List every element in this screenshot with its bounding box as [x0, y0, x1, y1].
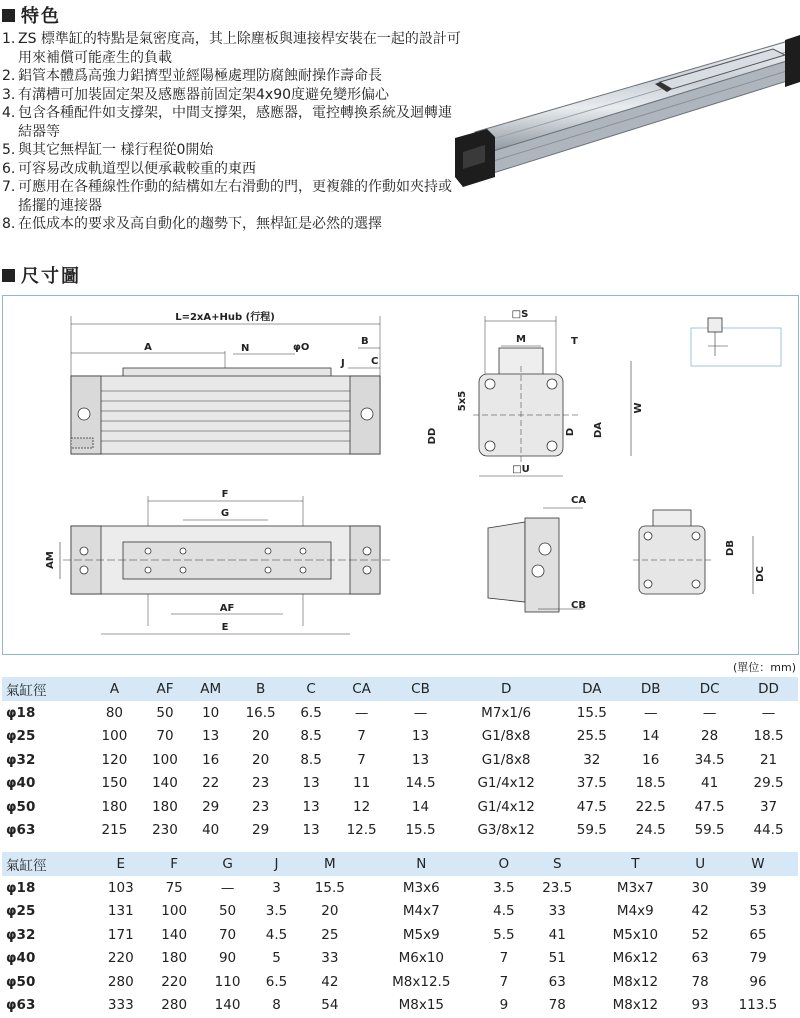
table-cell: —	[413, 704, 428, 721]
table-cell: 9	[499, 997, 509, 1014]
table-cell: 15.5	[576, 704, 607, 721]
bore-size-cell: φ50	[6, 973, 36, 990]
table-cell: 63	[548, 973, 566, 990]
table-cell: 25.5	[576, 728, 607, 745]
table-cell: 6.5	[265, 973, 288, 990]
table-cell: 41	[701, 775, 719, 792]
table-cell: 14.5	[405, 775, 436, 792]
table-cell: 333	[107, 997, 134, 1014]
table-cell: 13	[302, 775, 320, 792]
table-cell: G1/8x8	[481, 751, 531, 768]
table-cell: G1/4x12	[477, 798, 535, 815]
dim-t-label: T	[571, 336, 578, 347]
table-cell: 230	[152, 822, 178, 839]
column-header: N	[361, 852, 482, 876]
table-cell: 18.5	[635, 775, 666, 792]
feature-number: 5.	[2, 142, 16, 158]
column-header: DB	[621, 677, 680, 701]
table-cell: 13	[411, 728, 430, 745]
feature-item	[2, 215, 462, 234]
table-cell: M8x12	[612, 973, 659, 990]
table-cell: 90	[218, 950, 237, 967]
table-cell: 14	[642, 728, 660, 745]
table-cell: 8.5	[300, 728, 322, 745]
table-cell: —	[354, 704, 369, 721]
feature-number: 6.	[2, 160, 16, 177]
dim-ca-label: CA	[571, 495, 587, 506]
feature-item	[2, 104, 462, 141]
square-bullet-icon	[2, 269, 15, 282]
column-header: F	[148, 852, 201, 876]
table-cell: 140	[152, 775, 178, 792]
column-header: M	[299, 852, 361, 876]
table-cell: G1/4x12	[477, 775, 535, 792]
feature-item	[2, 141, 462, 160]
table-header-row	[2, 677, 798, 701]
dim-e-label: E	[221, 622, 229, 633]
table-row	[2, 701, 798, 725]
dim-j-label: J	[341, 358, 345, 369]
dim-am-label: AM	[45, 551, 56, 569]
feature-text: 有溝槽可加裝固定架及感應器前固定架4x90度避免變形偏心	[18, 86, 390, 103]
table-cell: 39	[749, 879, 767, 896]
table-row	[2, 795, 798, 819]
table-cell: 140	[214, 997, 241, 1014]
table-cell: 59.5	[576, 822, 607, 839]
unit-note: (單位：mm)	[732, 661, 796, 674]
column-header: J	[254, 852, 298, 876]
feature-item	[2, 86, 462, 105]
table-cell: 21	[759, 751, 778, 768]
table-cell: M4x7	[402, 903, 440, 920]
table-cell: 79	[749, 950, 767, 967]
table-cell: 7	[357, 728, 366, 745]
feature-item	[2, 160, 462, 179]
table-cell: 37.5	[576, 775, 607, 792]
table-cell: 70	[218, 926, 237, 943]
bore-size-cell: φ18	[6, 879, 36, 896]
dim-d-label: D	[565, 427, 576, 437]
table-cell: 5.5	[493, 926, 515, 943]
table-cell: 53	[749, 903, 767, 920]
table-cell: 4.5	[493, 903, 515, 920]
table-cell: 100	[152, 751, 178, 768]
column-header: C	[290, 677, 332, 701]
table-cell: 63	[691, 950, 709, 967]
dim-s-label: □S	[511, 309, 529, 320]
table-cell: 22.5	[635, 798, 666, 815]
table-cell: 8.5	[300, 751, 322, 768]
column-header: E	[94, 852, 147, 876]
table-cell: 4.5	[265, 926, 288, 943]
bore-size-cell: φ50	[6, 798, 36, 815]
dim-u-label: □U	[512, 464, 530, 475]
table-cell: 13	[302, 822, 320, 839]
dim-a-label: A	[144, 342, 152, 353]
table-cell: 25	[321, 926, 339, 943]
table-cell: 24.5	[635, 822, 666, 839]
column-header: CA	[332, 677, 391, 701]
table-cell: 140	[161, 926, 188, 943]
column-header: AM	[190, 677, 231, 701]
table-cell: 37	[759, 798, 778, 815]
table-cell: 280	[161, 997, 188, 1014]
column-header: DA	[562, 677, 621, 701]
sensor-detail	[691, 318, 781, 366]
table-cell: 34.5	[694, 751, 725, 768]
table-cell: 5	[272, 950, 281, 967]
table-cell: 120	[101, 751, 128, 768]
table-cell: 6.5	[300, 704, 322, 721]
table-cell: 33	[321, 950, 339, 967]
table-cell: 51	[548, 950, 566, 967]
bore-size-cell: φ32	[6, 751, 36, 768]
table-cell: 20	[252, 751, 270, 768]
table-cell: 215	[101, 822, 128, 839]
table-cell: 59.5	[694, 822, 725, 839]
dim-db-label: DB	[725, 540, 736, 556]
table-cell: 7	[499, 950, 509, 967]
table-cell: 131	[107, 903, 134, 920]
table-cell: 11	[353, 775, 371, 792]
table-cell: 50	[218, 903, 237, 920]
table-cell: 22	[202, 775, 220, 792]
table-cell: 42	[691, 903, 709, 920]
table-cell: 180	[101, 798, 128, 815]
table-cell: 50	[156, 704, 174, 721]
table-cell: 280	[107, 973, 134, 990]
bore-size-cell: φ63	[6, 822, 36, 839]
dim-f-label: F	[221, 489, 229, 500]
table-cell: 7	[499, 973, 509, 990]
column-header: AF	[140, 677, 191, 701]
top-view	[45, 489, 393, 634]
dim-dd-label: DD	[427, 427, 438, 445]
table-header-row	[2, 852, 798, 876]
table-cell: M3x7	[616, 879, 654, 896]
feature-item	[2, 30, 462, 67]
end-detail	[633, 510, 766, 594]
square-bullet-icon	[2, 9, 15, 22]
table-cell: 20	[252, 728, 270, 745]
table-cell: 7	[357, 751, 366, 768]
feature-number: 2.	[2, 68, 16, 84]
table-cell: G1/8x8	[481, 728, 531, 745]
side-detail	[488, 495, 586, 612]
table-cell: M6x12	[612, 950, 659, 967]
dim-stroke-label: L=2xA+Hub (行程)	[175, 312, 275, 323]
dimension-drawing-frame	[2, 295, 799, 655]
table-cell: 103	[107, 879, 134, 896]
dim-da-label: DA	[593, 421, 604, 439]
table-cell: 100	[101, 728, 128, 745]
table-cell: 41	[548, 926, 566, 943]
table-cell: 100	[161, 903, 188, 920]
dimensions-title: 尺寸圖	[2, 262, 81, 288]
dim-dc-label: DC	[755, 566, 766, 582]
bore-size-cell: φ63	[6, 997, 36, 1014]
table-cell: 47.5	[694, 798, 725, 815]
table-cell: M6x10	[398, 950, 444, 967]
table-cell: 180	[152, 798, 178, 815]
column-header: S	[526, 852, 588, 876]
dim-m-label: M	[516, 334, 526, 345]
table-cell: 13	[202, 728, 220, 745]
feature-text: 鋁管本體爲高強力鋁擠型並經陽極處理防腐蝕耐操作壽命長	[18, 68, 382, 84]
table-row	[2, 994, 798, 1018]
feature-text: 包含各種配件如支撐架，中間支撐架，感應器，電控轉換系統及迴轉連結器等	[18, 105, 452, 140]
table-cell: 23.5	[542, 879, 573, 896]
dim-5x5-label: 5x5	[457, 390, 468, 412]
dim-c-label: C	[371, 356, 379, 367]
table-cell: 75	[165, 879, 183, 896]
table-cell: 29.5	[753, 775, 784, 792]
bore-size-cell: φ32	[6, 926, 36, 943]
dimension-drawing	[3, 296, 798, 654]
column-header: 氣缸徑	[2, 852, 94, 876]
features-title: 特色	[2, 2, 61, 28]
table-cell: 30	[691, 879, 709, 896]
table-cell: 93	[691, 997, 709, 1014]
table-cell: 29	[252, 822, 270, 839]
table-row	[2, 947, 798, 971]
table-cell: 16	[642, 751, 660, 768]
column-header: D	[450, 677, 562, 701]
dim-cb-label: CB	[571, 600, 586, 611]
table-cell: 40	[202, 822, 220, 839]
table-cell: —	[702, 704, 717, 721]
front-view	[71, 310, 380, 454]
table-row	[2, 772, 798, 796]
table-cell: M3x6	[402, 879, 440, 896]
table-cell: 12	[353, 798, 371, 815]
table-cell: 16	[202, 751, 220, 768]
table-cell: 15.5	[405, 822, 436, 839]
table-row	[2, 819, 798, 843]
feature-number: 8.	[2, 216, 16, 232]
table-row	[2, 876, 798, 900]
table-cell: 52	[691, 926, 709, 943]
table-cell: —	[761, 704, 776, 721]
column-header: CB	[391, 677, 450, 701]
features-list	[2, 30, 462, 234]
table-cell: 70	[156, 728, 174, 745]
feature-item	[2, 67, 462, 86]
table-cell: —	[220, 879, 235, 896]
table-cell: G3/8x12	[477, 822, 535, 839]
feature-text: ZS 標準缸的特點是氣密度高，其上除塵板與連接桿安裝在一起的設計可用來補償可能產生的負載	[18, 31, 461, 66]
table-cell: M5x10	[612, 926, 659, 943]
end-view	[427, 309, 644, 476]
feature-text: 在低成本的要求及高自動化的趨勢下，無桿缸是必然的選擇	[18, 216, 382, 232]
dim-n-label: N	[241, 343, 250, 354]
column-header: A	[89, 677, 140, 701]
dim-phio-label: φO	[293, 342, 310, 353]
table-cell: 54	[321, 997, 339, 1014]
column-header: DD	[739, 677, 798, 701]
table-row	[2, 748, 798, 772]
table-cell: 80	[105, 704, 124, 721]
table-cell: M4x9	[616, 903, 654, 920]
table-row	[2, 923, 798, 947]
table-cell: 15.5	[314, 879, 345, 896]
feature-text: 與其它無桿缸一 樣行程從0開始	[18, 142, 214, 158]
dim-b-label: B	[361, 336, 369, 347]
dimension-table-1	[2, 677, 798, 842]
table-cell: M8x12	[612, 997, 659, 1014]
column-header: O	[482, 852, 526, 876]
column-header: B	[231, 677, 290, 701]
table-cell: 180	[161, 950, 188, 967]
table-cell: 220	[161, 973, 188, 990]
table-cell: 33	[548, 903, 566, 920]
column-header: W	[718, 852, 798, 876]
table-cell: 12.5	[346, 822, 377, 839]
table-cell: 18.5	[753, 728, 784, 745]
table-cell: 13	[302, 798, 320, 815]
table-cell: 14	[411, 798, 430, 815]
table-cell: 113.5	[738, 997, 778, 1014]
feature-number: 7.	[2, 179, 16, 195]
dim-af-label: AF	[219, 603, 235, 614]
bore-size-cell: φ25	[6, 903, 36, 920]
table-cell: 110	[214, 973, 241, 990]
bore-size-cell: φ40	[6, 775, 36, 792]
table-cell: 23	[252, 798, 270, 815]
table-cell: 16.5	[245, 704, 276, 721]
feature-text: 可應用在各種線性作動的結構如左右滑動的門，更複雜的作動如夾持或搖擺的連接器	[18, 179, 452, 214]
table-cell: 78	[691, 973, 709, 990]
table-cell: 44.5	[753, 822, 784, 839]
table-cell: 220	[107, 950, 134, 967]
table-row	[2, 725, 798, 749]
bore-size-cell: φ40	[6, 950, 36, 967]
table-cell: —	[643, 704, 658, 721]
dimension-table-2	[2, 852, 798, 1017]
table-cell: 65	[749, 926, 767, 943]
table-cell: 3.5	[493, 879, 515, 896]
column-header: T	[588, 852, 682, 876]
table-cell: 29	[202, 798, 220, 815]
feature-item	[2, 178, 462, 215]
table-cell: M8x15	[398, 997, 444, 1014]
column-header: 氣缸徑	[2, 677, 89, 701]
rodless-cylinder-illustration	[455, 2, 800, 207]
table-cell: 150	[101, 775, 128, 792]
table-cell: 3	[272, 879, 281, 896]
table-row	[2, 900, 798, 924]
column-header: G	[201, 852, 254, 876]
dim-w-label: W	[633, 402, 644, 414]
table-cell: 10	[202, 704, 220, 721]
table-cell: 47.5	[576, 798, 607, 815]
table-cell: 28	[701, 728, 719, 745]
feature-text: 可容易改成軌道型以便承載較重的東西	[18, 160, 256, 177]
column-header: U	[682, 852, 718, 876]
table-cell: 78	[548, 997, 566, 1014]
table-cell: 23	[252, 775, 270, 792]
table-cell: 3.5	[265, 903, 288, 920]
table-cell: 20	[321, 903, 339, 920]
table-cell: 171	[107, 926, 134, 943]
bore-size-cell: φ25	[6, 728, 36, 745]
column-header: DC	[680, 677, 739, 701]
table-cell: 13	[411, 751, 430, 768]
table-cell: 8	[272, 997, 281, 1014]
dim-g-label: G	[220, 508, 230, 519]
feature-number: 4.	[2, 105, 16, 121]
table-cell: 96	[749, 973, 767, 990]
table-row	[2, 970, 798, 994]
table-cell: 32	[583, 751, 601, 768]
table-cell: 42	[321, 973, 339, 990]
feature-number: 1.	[2, 31, 16, 47]
table-cell: M7x1/6	[481, 704, 532, 721]
table-cell: M5x9	[402, 926, 440, 943]
feature-number: 3.	[2, 86, 16, 103]
table-cell: M8x12.5	[392, 973, 451, 990]
bore-size-cell: φ18	[6, 704, 36, 721]
